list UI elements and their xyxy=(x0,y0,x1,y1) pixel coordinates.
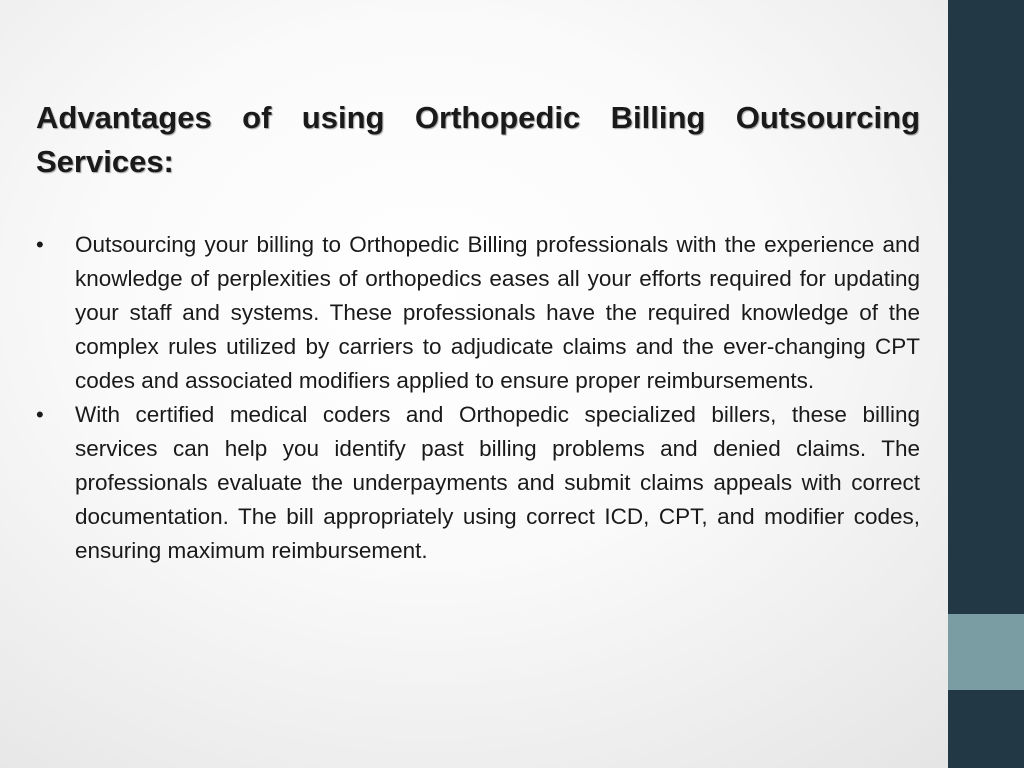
bullet-text-2: With certified medical coders and Orthopedic specialized billers, these billing services can help you identify past billing problems and denied claims. The professionals evaluate the underpayments and submit claims appeals with correct documentation. The bill appropriately using correct ICD, CPT, and modifier codes, ensuring maximum reimbursement. xyxy=(75,402,920,563)
bullet-item-1 xyxy=(36,228,920,398)
bullet-icon: • xyxy=(36,232,44,257)
slide-title: Advantages of using Orthopedic Billing Outsourcing Services: xyxy=(36,100,920,179)
sidebar-accent-block xyxy=(948,614,1024,690)
bullet-list xyxy=(36,228,920,568)
bullet-text-1: Outsourcing your billing to Orthopedic Billing professionals with the experience and knowledge of perplexities of orthopedics eases all your efforts required for updating your staff and systems. These professionals have the required knowledge of the complex rules utilized by carriers to adjudicate claims and the ever-changing CPT codes and associated modifiers applied to ensure proper reimbursements. xyxy=(75,232,920,393)
bullet-item-2 xyxy=(36,398,920,568)
bullet-icon: • xyxy=(36,402,44,427)
